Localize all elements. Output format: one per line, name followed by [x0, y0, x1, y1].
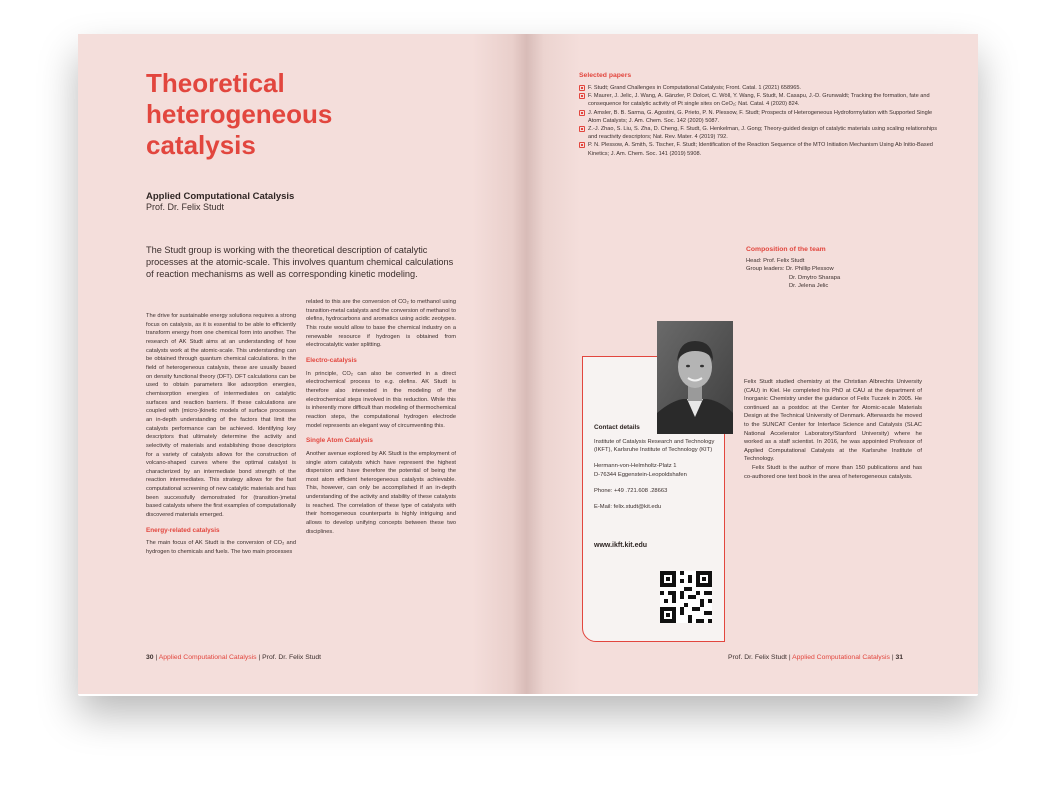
group-leader: Prof. Dr. Felix Studt [146, 202, 225, 212]
team-leader: Dr. Dmytro Sharapa [789, 274, 841, 281]
right-footer: Prof. Dr. Felix Studt | Applied Computational Catalysis | 31 [728, 654, 904, 661]
paper-entry[interactable]: F. Studt; Grand Challenges in Computational Catalysis; Front. Catal. 1 (2021) 658965. [579, 84, 939, 92]
qr-code-icon[interactable] [660, 571, 712, 623]
contact-heading: Contact details [594, 424, 640, 431]
bio-paragraph: Felix Studt is the author of more than 150 publications and has co-authored one text book in the area of heterogeneous catalysis. [744, 464, 922, 480]
pdf-icon [579, 93, 585, 99]
page-number: 30 [146, 654, 154, 661]
page-title: Theoretical heterogeneous catalysis [146, 68, 333, 160]
contact-details [594, 438, 718, 519]
page-number: 31 [895, 654, 904, 661]
selected-papers-heading: Selected papers [579, 72, 632, 79]
body-column-1 [146, 312, 296, 557]
portrait-photo [657, 321, 733, 434]
body-column-2 [306, 298, 456, 536]
intro-paragraph: The Studt group is working with the theoretical description of catalytic processes at the atomic-scale. This involves quantum chemical calculations of reaction mechanisms as well as corresponding kinetic modeling. [146, 245, 454, 279]
contact-phone: Phone: +49 .721.608 .28663 [594, 487, 668, 494]
team-leader: Dr. Jelena Jelic [789, 283, 829, 290]
body-paragraph: The main focus of AK Studt is the conversion of CO₂ and hydrogen to chemicals and fuels. The two main processes [146, 540, 296, 556]
body-paragraph: related to this are the conversion of CO₂ to methanol using transition-metal catalysts and the conversion of methanol to olefins, hydrocarbons and aromatics using acidic zeotypes. This route would allow to base the chemical industry on a renewable resource if hydrogen is obtained from electrocatalytic water splitting. [306, 299, 456, 349]
body-paragraph: The drive for sustainable energy solutions requires a strong focus on catalysis, as it is essential to be able to efficiently transform energy from one chemical form into another. The research of AK Studt aims at an understanding of how catalysts work at the atomic-scale. This understanding can be obtained through quantum chemical calculations. In the field of heterogeneous catalysis, these are usually based on density functional theory (DFT). DFT calculations can be used to obtain parameters like adsorption energies, chemisorption energies of intermediates on catalytic surfaces and reaction barriers. If these calculations are coupled with (micro-)kinetic models of surface processes an in-depth understanding of the factors that limit the catalysts performance can be achieved. Identifying key descriptors that ultimately determine the activity and selectivity of materials and establishing those descriptors for a variety of catalysts allows for the construction of volcano-shaped curves where the optimal catalyst is characterized by an intermediate bond strength of the reaction intermediates. This strategy allows for the fast computational screening of new catalytic materials and has been successfully demonstrated for (transition-)metal based catalysts where the first examples of computationally discovered materials emerged. [146, 313, 296, 519]
paper-entry[interactable]: J. Amsler, B. B. Sarma, G. Agostini, G. Prieto, P. N. Plessow, F. Studt; Prospects of Heterogeneous Hydroformylation with Supported Single Atom Catalysts; J. Am. Chem. Soc. 142 (2020) 5087. [579, 109, 939, 125]
biography [744, 378, 922, 481]
contact-email[interactable]: E-Mail: felix.studt@kit.edu [594, 504, 662, 511]
person-portrait-icon [657, 321, 733, 434]
team-heading: Composition of the team [746, 246, 826, 253]
left-footer: 30 | Applied Computational Catalysis | Prof. Dr. Felix Studt [146, 654, 322, 661]
paper-entry[interactable]: F. Maurer, J. Jelic, J. Wang, A. Gänzler, P. Dolcet, C. Wöll, Y. Wang, F. Studt, M. Casapu, J.-D. Grunwaldt; Tracking the formation, fate and consequence for catalytic activity of Pt single sites on CeO₂; Nat. Catal. 4 (2020) 824. [579, 92, 939, 108]
bio-paragraph: Felix Studt studied chemistry at the Christian Albrechts University (CAU) in Kiel. He completed his PhD at CAU at the department of Inorganic Chemistry under the guidance of Felix Tuczek in 2005. He continued as a postdoc at the Center for Atomic-scale Materials Design at the Technical University of Denmark. Afterwards he moved to the SUNCAT Center for Interface Science and Catalysis (SLAC National Accelerator Laboratory/Stanford University) where he worked as a staff scientist. In 2016, he was appointed Professor of Applied Computational Catalysis at the Karlsruhe Institute of Technology. [744, 379, 922, 463]
team-list [746, 257, 840, 291]
section-heading-energy: Energy-related catalysis [146, 526, 220, 534]
pdf-icon [579, 110, 585, 116]
contact-institute: Institute of Catalysis Research and Technology (IKFT), Karlsruhe Institute of Technology (KIT) [594, 439, 715, 454]
team-leaders: Group leaders: Dr. Phillip Plessow [746, 266, 834, 273]
group-name: Applied Computational Catalysis [146, 191, 295, 202]
section-heading-single-atom: Single Atom Catalysis [306, 437, 373, 445]
contact-address: Hermann-von-Helmholtz-Platz 1 D-76344 Eggenstein-Leopoldshafen [594, 463, 687, 478]
website-link[interactable]: www.ikft.kit.edu [594, 542, 648, 549]
paper-entry[interactable]: Z.-J. Zhao, S. Liu, S. Zha, D. Cheng, F. Studt, G. Henkelman, J. Gong; Theory-guided design of catalytic materials using scaling relationships and reactivity descriptors; Nat. Rev. Mater. 4 (2019) 792. [579, 125, 939, 141]
left-page [78, 34, 526, 694]
pdf-icon [579, 126, 585, 132]
paper-entry[interactable]: P. N. Plessow, A. Smith, S. Tischer, F. Studt; Identification of the Reaction Sequence of the MTO Initiation Mechanism Using Ab Initio-Based Kinetics; J. Am. Chem. Soc. 141 (2019) 5908. [579, 141, 939, 157]
selected-papers-list [579, 84, 939, 158]
right-page [526, 34, 978, 694]
footer-section: Applied Computational Catalysis [158, 654, 257, 661]
footer-author: Prof. Dr. Felix Studt [728, 654, 787, 661]
body-paragraph: In principle, CO₂ can also be converted in a direct electrochemical process to e.g. olefins. AK Studt is therefore also interested in the modeling of the electrochemical steps involved in this reduction. While this is inherently more difficult than modeling of thermochemical reaction steps, the computational hydrogen electrode model represents an elegant way of circumventing this. [306, 370, 456, 429]
pdf-icon [579, 142, 585, 148]
team-head: Head: Prof. Felix Studt [746, 258, 805, 264]
body-paragraph: Another avenue explored by AK Studt is the employment of single atom catalysts which have represent the highest dispersion and have therefore the potential of being the most atom efficient heterogeneous catalysts achievable. This, however, can only be accomplished if an in-depth understanding of the activity and stability of these catalysts is reached. The correlation of these type of catalysts with their homogeneous counterparts is highly intriguing and allows to develop unifying concepts between these two disciplines. [306, 450, 456, 535]
footer-section: Applied Computational Catalysis [792, 654, 890, 661]
pdf-icon [579, 85, 585, 91]
section-heading-electro: Electro-catalysis [306, 356, 357, 364]
footer-author: Prof. Dr. Felix Studt [262, 654, 322, 661]
